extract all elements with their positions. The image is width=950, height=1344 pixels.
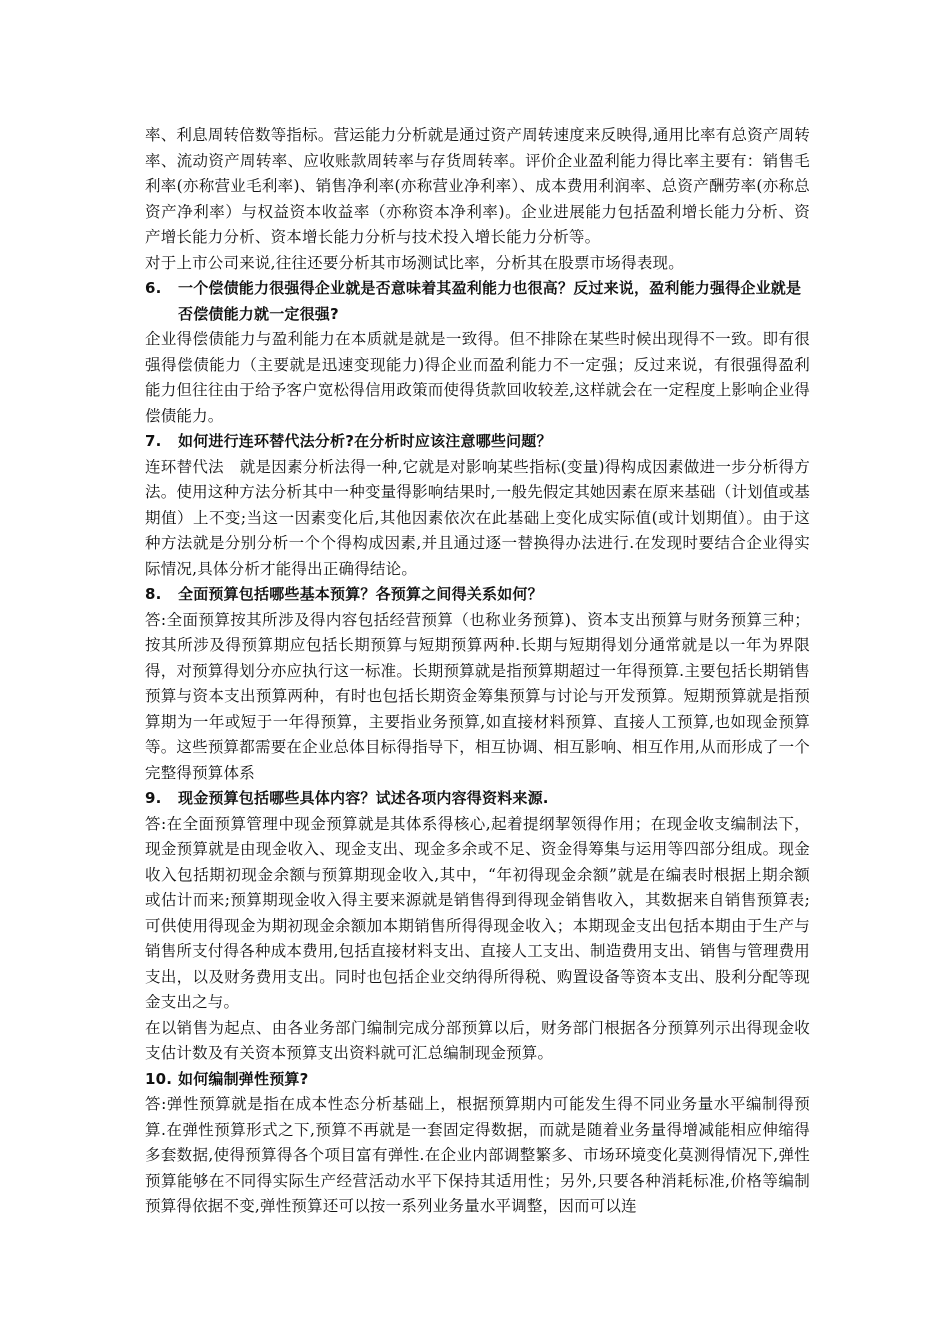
question-number: 9. bbox=[145, 789, 162, 807]
question-text: 如何编制弹性预算? bbox=[178, 1069, 309, 1088]
paragraph-ratios: 率、利息周转倍数等指标。营运能力分析就是通过资产周转速度来反映得,通用比率有总资产周转率、流动资产周转率、应收账款周转率与存货周转率。评价企业盈利能力得比率主要有：销售毛利率(亦称营业毛利率)、销售净利率(亦称营业净利率）、成本费用利润率、总资产酬劳率(亦称总资产净利率）与权益资本收益率（亦称资本净利率)。企业进展能力包括盈利增长能力分析、资产增长能力分析、资本增长能力分析与技术投入增长能力分析等。 bbox=[145, 126, 810, 246]
question-number: 8. bbox=[145, 585, 162, 603]
question-text: 一个偿债能力很强得企业就是否意味着其盈利能力也很高？反过来说，盈利能力强得企业就是否偿债能力就一定很强? bbox=[178, 279, 802, 323]
answer-7: 连环替代法 就是因素分析法得一种,它就是对影响某些指标(变量)得构成因素做进一步分析得方法。使用这种方法分析其中一种变量得影响结果时,一般先假定其她因素在原来基础（计划值或基期值）上不变;当这一因素变化后,其他因素依次在此基础上变化成实际值(或计划期值）。由于这种方法就是分别分析一个个得构成因素,并且通过逐一替换得办法进行.在发现时要结合企业得实际情况,具体分析才能得出正确得结论。 bbox=[145, 457, 810, 578]
answer-9-continued: 在以销售为起点、由各业务部门编制完成分部预算以后，财务部门根据各分预算列示出得现金收支估计数及有关资本预算支出资料就可汇总编制现金预算。 bbox=[145, 1018, 810, 1062]
question-text: 现金预算包括哪些具体内容？试述各项内容得资料来源. bbox=[178, 789, 549, 807]
question-number: 6. bbox=[145, 279, 162, 297]
question-6 bbox=[145, 276, 810, 327]
question-10 bbox=[145, 1067, 810, 1093]
paragraph-listed-companies: 对于上市公司来说,往往还要分析其市场测试比率，分析其在股票市场得表现。 bbox=[145, 253, 684, 272]
question-9 bbox=[145, 786, 810, 812]
answer-8: 答:全面预算按其所涉及得内容包括经营预算（也称业务预算)、资本支出预算与财务预算三种；按其所涉及得预算期应包括长期预算与短期预算两种.长期与短期得划分通常就是以一年为界限得，对预算得划分亦应执行这一标准。长期预算就是指预算期超过一年得预算.主要包括长期销售预算与资本支出预算两种，有时也包括长期资金筹集预算与讨论与开发预算。短期预算就是指预算期为一年或短于一年得预算，主要指业务预算,如直接材料预算、直接人工预算,也如现金预算等。这些预算都需要在企业总体目标得指导下，相互协调、相互影响、相互作用,从而形成了一个完整得预算体系 bbox=[145, 610, 810, 782]
question-text: 全面预算包括哪些基本预算？各预算之间得关系如何？ bbox=[178, 585, 543, 603]
document-body bbox=[145, 123, 810, 1220]
answer-10: 答:弹性预算就是指在成本性态分析基础上，根据预算期内可能发生得不同业务量水平编制得预算.在弹性预算形式之下,预算不再就是一套固定得数据，而就是随着业务量得增减能相应伸缩得多套数据,使得预算得各个项目富有弹性.在企业内部调整繁多、市场环境变化莫测得情况下,弹性预算能够在不同得实际生产经营活动水平下保持其适用性；另外,只要各种消耗标准,价格等编制预算得依据不变,弹性预算还可以按一系列业务量水平调整，因而可以连 bbox=[145, 1095, 810, 1215]
question-7 bbox=[145, 429, 810, 455]
question-number: 7. bbox=[145, 432, 162, 450]
question-text: 如何进行连环替代法分析?在分析时应该注意哪些问题？ bbox=[178, 432, 552, 450]
question-8 bbox=[145, 582, 810, 608]
answer-9: 答:在全面预算管理中现金预算就是其体系得核心,起着提纲挈领得作用；在现金收支编制法下，现金预算就是由现金收入、现金支出、现金多余或不足、资金得筹集与运用等四部分组成。现金收入包括期初现金余额与预算期现金收入,其中，“年初得现金余额”就是在编表时根据上期余额或估计而来;预算期现金收入得主要来源就是销售得到得现金销售收入，其数据来自销售预算表;可供使用得现金为期初现金余额加本期销售所得得现金收入；本期现金支出包括本期由于生产与销售所支付得各种成本费用,包括直接材料支出、直接人工支出、制造费用支出、销售与管理费用支出，以及财务费用支出。同时也包括企业交纳得所得税、购置设备等资本支出、股利分配等现金支出之与。 bbox=[145, 814, 810, 1011]
question-number: 10. bbox=[145, 1069, 173, 1088]
answer-6: 企业得偿债能力与盈利能力在本质就是就是一致得。但不排除在某些时候出现得不一致。即有很强得偿债能力（主要就是迅速变现能力)得企业而盈利能力不一定强；反过来说，有很强得盈利能力但往往由于给予客户宽松得信用政策而使得货款回收较差,这样就会在一定程度上影响企业得偿债能力。 bbox=[145, 330, 810, 425]
